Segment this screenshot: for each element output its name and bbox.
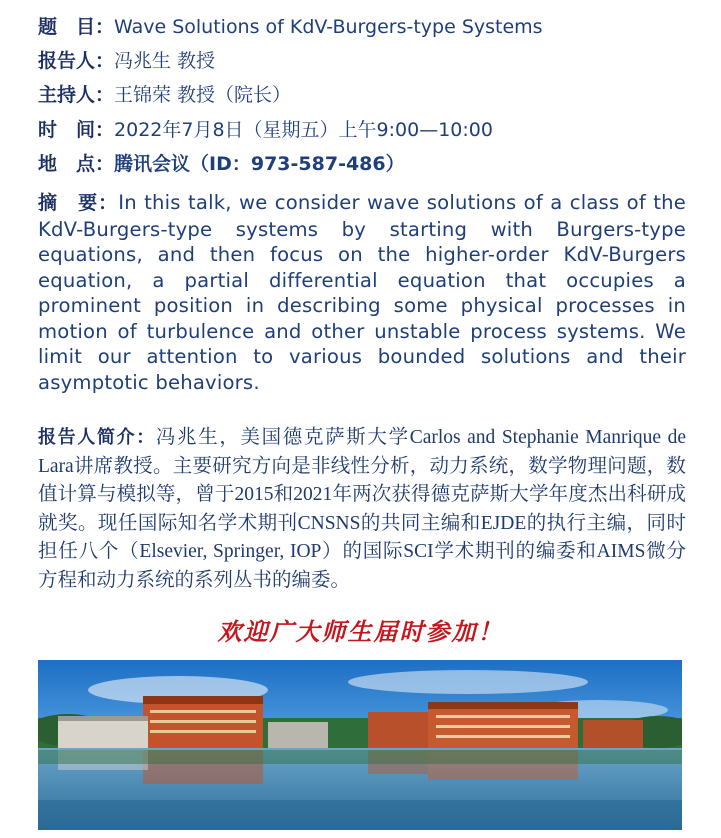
place-value: 腾讯会议（ID：973-587-486） (114, 153, 405, 175)
speaker-bio-paragraph (38, 424, 686, 595)
abstract-text: In this talk, we consider wave solutions of a class of the KdV-Burgers-type systems by starting with Burgers-type equations, and then focus on the higher-order KdV-Burgers equation, a partial differential equation that occupies a prominent position in describing some physical processes in motion of turbulence and other unstable process systems. We limit our attention to various bounded solutions and their asymptotic behaviors. (38, 191, 686, 394)
host-name: 王锦荣 教授（院长） (114, 84, 292, 106)
host-label: 主持人： (38, 84, 115, 106)
speaker-row (38, 48, 215, 74)
campus-photo-image (38, 660, 682, 830)
place-row (38, 151, 405, 177)
bio-label: 报告人简介： (38, 427, 156, 448)
place-label: 地 点： (38, 153, 115, 175)
speaker-label: 报告人： (38, 50, 115, 72)
speaker-name: 冯兆生 教授 (114, 50, 216, 72)
abstract-paragraph (38, 190, 686, 395)
time-value: 2022年7月8日（星期五）上午9:00—10:00 (114, 119, 493, 141)
campus-photo (38, 660, 682, 830)
title-row (38, 14, 543, 40)
title-label: 题 目： (38, 16, 115, 38)
abstract-label: 摘 要： (38, 192, 119, 214)
talk-title: Wave Solutions of KdV-Burgers-type Systems (114, 16, 543, 38)
host-row (38, 82, 291, 108)
welcome-message: 欢迎广大师生届时参加！ (217, 617, 504, 646)
time-row (38, 117, 493, 143)
bio-text: 冯兆生，美国德克萨斯大学Carlos and Stephanie Manrique de Lara讲席教授。主要研究方向是非线性分析，动力系统，数学物理问题，数值计算与模拟等，曾于2015和2021年两次获得德克萨斯大学年度杰出科研成就奖。现任国际知名学术期刊CNSNS的共同主编和EJDE的执行主编，同时担任八个（Elsevier, Springer, IOP）的国际SCI学术期刊的编委和AIMS微分方程和动力系统的系列丛书的编委。 (38, 427, 686, 591)
time-label: 时 间： (38, 119, 115, 141)
